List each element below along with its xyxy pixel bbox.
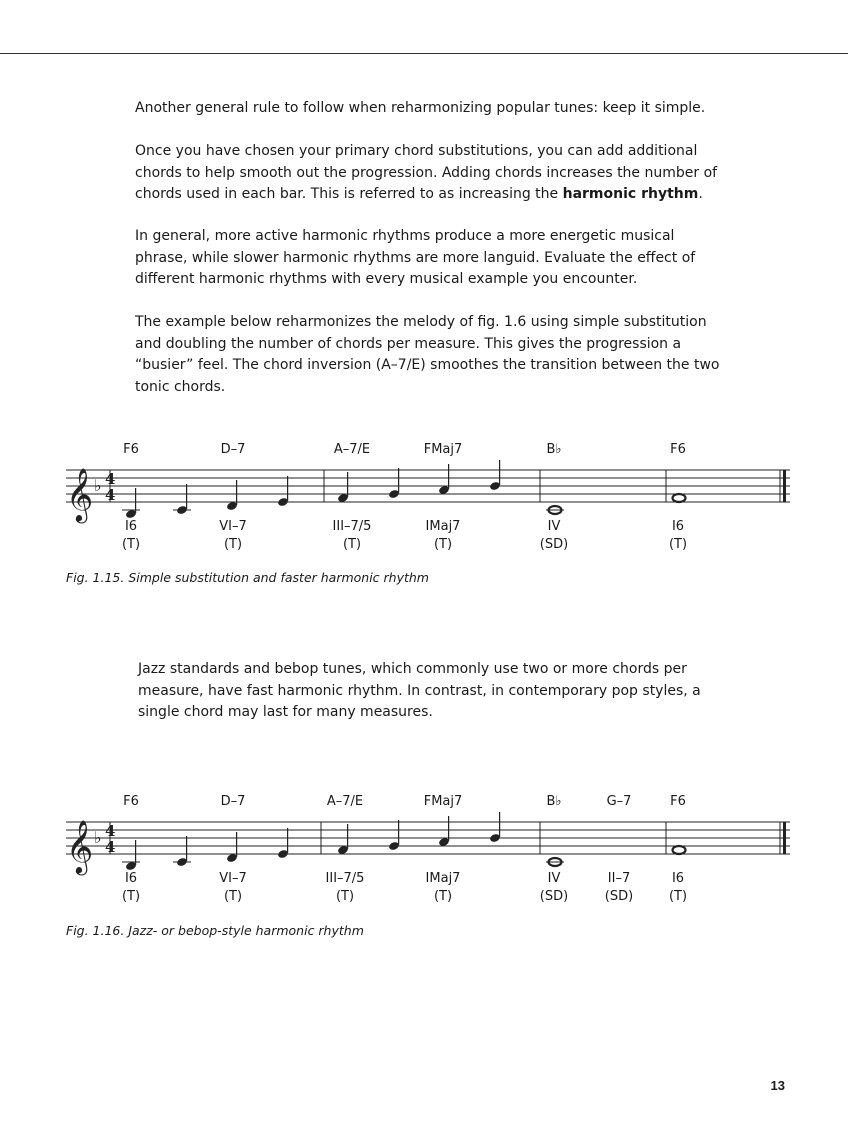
quarter-note [337,472,349,503]
quarter-note [176,484,188,515]
treble-clef-icon: 𝄞 [66,467,94,521]
harmonic-function: (T) [668,889,688,904]
quarter-note [489,812,501,843]
chord-symbol: F6 [123,794,139,809]
key-signature-flat-icon: ♭ [94,476,102,495]
figure-caption-1-15: Fig. 1.15. Simple substitution and faster harmonic rhythm [66,570,429,585]
chord-symbol: B♭ [546,794,562,809]
paragraph-4: The example below reharmonizes the melody of fig. 1.6 using simple substitution and doubling the number of chords per measure. This gives the progression a “busier” feel. The chord inversion (A–7/E) smoothes the transition between the two tonic chords. [135,314,720,395]
term-harmonic-rhythm: harmonic rhythm [562,186,699,202]
harmonic-function: (SD) [604,889,634,904]
quarter-note [438,816,450,847]
time-signature-denominator: 4 [105,838,116,856]
music-example-1 [0,440,848,580]
chord-symbol: FMaj7 [423,442,463,457]
chord-symbol: F6 [670,442,686,457]
paragraph-3: In general, more active harmonic rhythms produce a more energetic musical phrase, while slower harmonic rhythms are more languid. Evaluate the effect of different harmonic rhythms with every musical example you encounter. [135,228,696,287]
harmonic-function: (T) [433,537,453,552]
harmonic-function: (T) [121,889,141,904]
music-staff [0,440,848,580]
chord-symbol: D–7 [220,794,246,809]
time-signature-denominator: 4 [105,486,116,504]
page-number: 13 [770,1078,785,1093]
header-rule [0,53,848,54]
time-signature-numerator: 4 [105,470,116,488]
chord-symbol: G–7 [606,794,632,809]
quarter-note [125,840,137,871]
paragraph-2: Once you have chosen your primary chord substitutions, you can add additional chords to help smooth out the progression. Adding chords increases the number of chords used in each bar. This is referred to as increasing the harmonic rhythm. [135,143,718,202]
whole-note [673,846,686,854]
quarter-note [438,464,450,495]
paragraph-1: Another general rule to follow when reharmonizing popular tunes: keep it simple. [135,100,706,116]
key-signature-flat-icon: ♭ [94,828,102,847]
roman-numeral: IMaj7 [425,519,461,534]
music-staff [0,792,848,932]
chord-symbol: B♭ [546,442,562,457]
roman-numeral: VI–7 [219,519,247,534]
roman-numeral: II–7 [607,871,631,886]
chord-symbol: D–7 [220,442,246,457]
quarter-note [277,828,289,859]
music-example-2 [0,792,848,932]
chord-symbol: F6 [123,442,139,457]
harmonic-function: (T) [335,889,355,904]
chord-symbol: F6 [670,794,686,809]
chord-symbol: A–7/E [333,442,371,457]
roman-numeral: I6 [124,519,138,534]
final-bar-thick [783,822,786,854]
roman-numeral: IMaj7 [425,871,461,886]
harmonic-function: (T) [223,537,243,552]
harmonic-function: (T) [223,889,243,904]
quarter-note [226,480,238,511]
roman-numeral: III–7/5 [332,519,372,534]
roman-numeral: I6 [671,871,685,886]
harmonic-function: (T) [668,537,688,552]
roman-numeral: I6 [671,519,685,534]
harmonic-function: (T) [342,537,362,552]
final-bar-thick [783,470,786,502]
chord-symbol: A–7/E [326,794,364,809]
harmonic-function: (T) [433,889,453,904]
harmonic-function: (T) [121,537,141,552]
quarter-note [489,460,501,491]
harmonic-function: (SD) [539,537,569,552]
quarter-note [226,832,238,863]
paragraph-5: Jazz standards and bebop tunes, which commonly use two or more chords per measure, have fast harmonic rhythm. In contrast, in contemporary pop styles, a single chord may last for many measures. [138,661,701,720]
quarter-note [125,488,137,519]
figure-caption-1-16: Fig. 1.16. Jazz- or bebop-style harmonic rhythm [66,923,364,938]
roman-numeral: VI–7 [219,871,247,886]
roman-numeral: III–7/5 [325,871,365,886]
quarter-note [388,820,400,851]
roman-numeral: I6 [124,871,138,886]
whole-note [673,494,686,502]
quarter-note [388,468,400,499]
roman-numeral: IV [547,519,561,534]
quarter-note [277,476,289,507]
roman-numeral: IV [547,871,561,886]
time-signature-numerator: 4 [105,822,116,840]
treble-clef-icon: 𝄞 [66,819,94,873]
quarter-note [176,836,188,867]
quarter-note [337,824,349,855]
chord-symbol: FMaj7 [423,794,463,809]
harmonic-function: (SD) [539,889,569,904]
